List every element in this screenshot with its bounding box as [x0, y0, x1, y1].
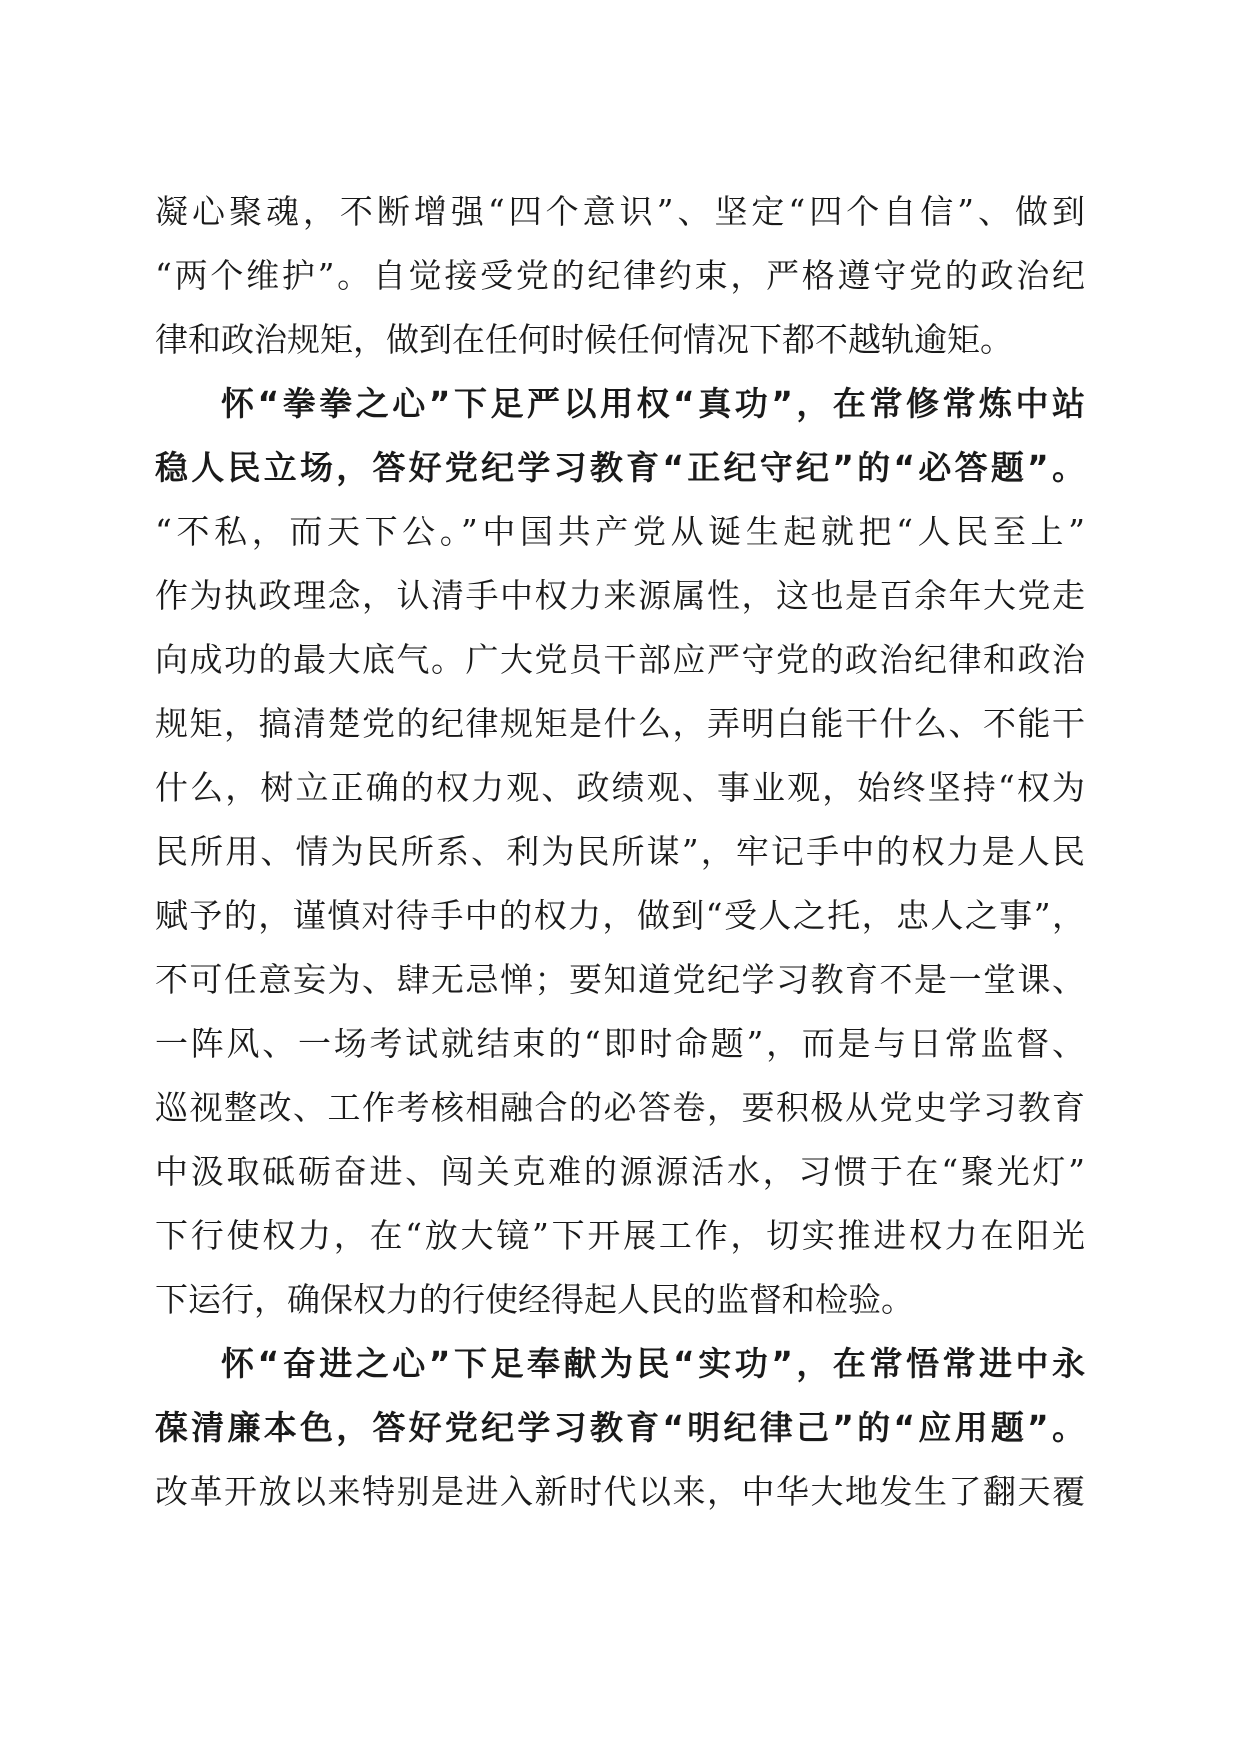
section-heading-line: 怀“奋进之心”下足奉献为民“实功”，在常悟常进中永 [221, 1344, 1085, 1383]
text-line: 律和政治规矩，做到在任何时候任何情况下都不越轨逾矩。 [155, 320, 1013, 359]
text-line: 巡视整改、工作考核相融合的必答卷，要积极从党史学习教育 [155, 1088, 1085, 1127]
text-line: 凝心聚魂，不断增强“四个意识”、坚定“四个自信”、做到 [155, 192, 1085, 231]
text-line: 什么，树立正确的权力观、政绩观、事业观，始终坚持“权为 [155, 768, 1085, 807]
body-text [155, 180, 1085, 1524]
text-line: “不私，而天下公。”中国共产党从诞生起就把“人民至上” [155, 512, 1085, 551]
text-line: 民所用、情为民所系、利为民所谋”，牢记手中的权力是人民 [155, 832, 1085, 871]
text-line: 中汲取砥砺奋进、闯关克难的源源活水，习惯于在“聚光灯” [155, 1152, 1085, 1191]
text-line: 赋予的，谨慎对待手中的权力，做到“受人之托，忠人之事”， [155, 896, 1085, 935]
section-heading-line: 怀“拳拳之心”下足严以用权“真功”，在常修常炼中站 [221, 384, 1085, 423]
text-line: 改革开放以来特别是进入新时代以来，中华大地发生了翻天覆 [155, 1472, 1085, 1511]
section-heading-line: 稳人民立场，答好党纪学习教育“正纪守纪”的“必答题”。 [155, 448, 1085, 487]
text-line: 下行使权力，在“放大镜”下开展工作，切实推进权力在阳光 [155, 1216, 1085, 1255]
text-line: 向成功的最大底气。广大党员干部应严守党的政治纪律和政治 [155, 640, 1085, 679]
text-line: 不可任意妄为、肆无忌惮；要知道党纪学习教育不是一堂课、 [155, 960, 1085, 999]
text-line: “两个维护”。自觉接受党的纪律约束，严格遵守党的政治纪 [155, 256, 1085, 295]
text-line: 下运行，确保权力的行使经得起人民的监督和检验。 [155, 1280, 914, 1319]
text-line: 作为执政理念，认清手中权力来源属性，这也是百余年大党走 [155, 576, 1085, 615]
text-line: 规矩，搞清楚党的纪律规矩是什么，弄明白能干什么、不能干 [155, 704, 1085, 743]
section-heading-line: 葆清廉本色，答好党纪学习教育“明纪律己”的“应用题”。 [155, 1408, 1085, 1447]
text-line: 一阵风、一场考试就结束的“即时命题”，而是与日常监督、 [155, 1024, 1085, 1063]
